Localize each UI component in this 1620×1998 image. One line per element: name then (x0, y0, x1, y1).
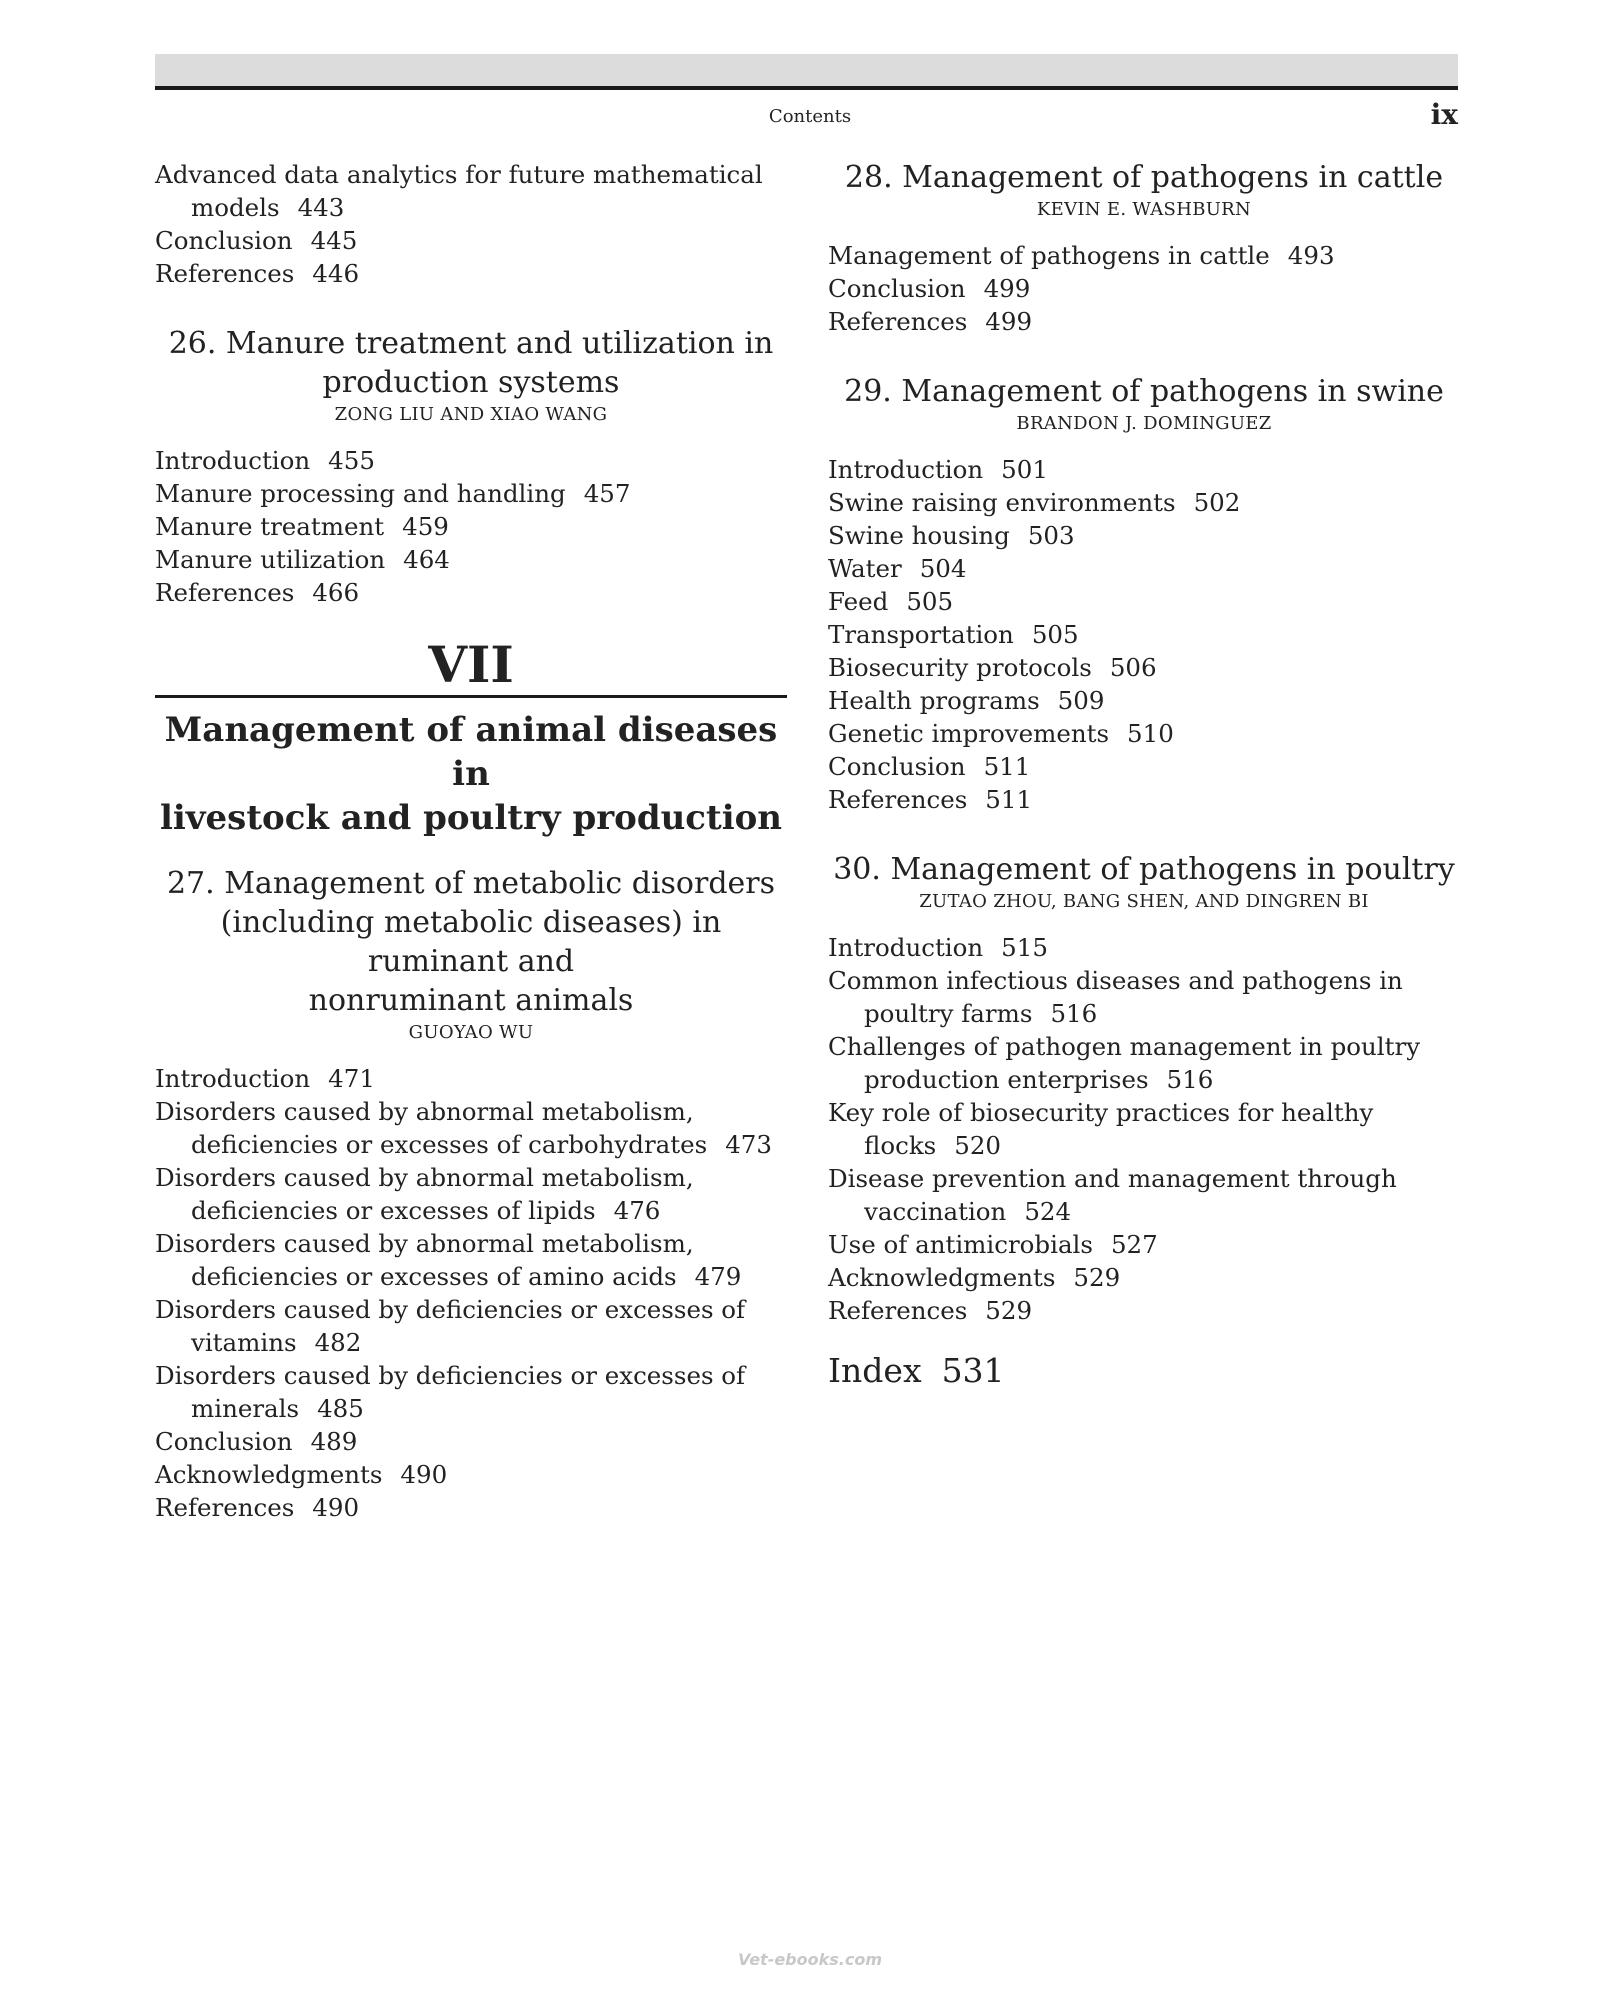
toc-entry[interactable]: Conclusion 489 (155, 1427, 358, 1456)
chapter-title[interactable]: 28. Management of pathogens in cattle (844, 160, 1444, 195)
chapter-authors: ZONG LIU AND XIAO WANG (334, 404, 608, 425)
toc-entry[interactable]: References 529 (828, 1296, 1033, 1325)
page-number: ix (1430, 98, 1458, 131)
toc-entry[interactable]: Disease prevention and management through vaccination 524 (828, 1164, 1397, 1226)
running-head: Contents (768, 106, 852, 127)
header-band (155, 54, 1458, 86)
toc-entry[interactable]: Disorders caused by deficiencies or excesses of vitamins 482 (155, 1295, 746, 1357)
toc-entry[interactable]: Introduction 515 (828, 933, 1048, 962)
toc-entry[interactable]: Manure utilization 464 (155, 545, 450, 574)
chapter-26 (155, 324, 787, 609)
toc-entry[interactable]: Disorders caused by abnormal metabolism, deficiencies or excesses of carbohydrates 473 (155, 1097, 772, 1159)
toc-entry[interactable]: Conclusion 511 (828, 752, 1031, 781)
toc-entry[interactable]: Acknowledgments 529 (828, 1263, 1121, 1292)
toc-entry[interactable]: Conclusion 445 (155, 226, 358, 255)
toc-entry[interactable]: References 499 (828, 307, 1033, 336)
left-column (155, 158, 787, 1524)
header-rule (155, 86, 1458, 90)
toc-entry[interactable]: Introduction 471 (155, 1064, 375, 1093)
toc-entry[interactable]: Common infectious diseases and pathogens in poultry farms 516 (828, 966, 1403, 1028)
toc-entry[interactable]: Key role of biosecurity practices for healthy flocks 520 (828, 1098, 1374, 1160)
part-numeral: VII (428, 635, 514, 694)
chapter-title[interactable]: 30. Management of pathogens in poultry (833, 852, 1455, 887)
toc-entry[interactable]: Health programs 509 (828, 686, 1105, 715)
toc-entry[interactable]: Disorders caused by abnormal metabolism, deficiencies or excesses of amino acids 479 (155, 1229, 742, 1291)
watermark: Vet-ebooks.com (737, 1950, 883, 1969)
continued-entries (155, 158, 787, 290)
chapter-29 (828, 372, 1460, 816)
toc-entry[interactable]: References 466 (155, 578, 360, 607)
toc-entry[interactable]: Manure processing and handling 457 (155, 479, 631, 508)
toc-entry[interactable]: Water 504 (828, 554, 967, 583)
toc-entry[interactable]: Introduction 455 (155, 446, 375, 475)
toc-entry[interactable]: Manure treatment 459 (155, 512, 449, 541)
toc-entry[interactable]: Biosecurity protocols 506 (828, 653, 1157, 682)
part-title[interactable]: Management of animal diseases in livestock and poultry production (159, 710, 783, 838)
toc-entry[interactable]: Genetic improvements 510 (828, 719, 1174, 748)
chapter-27 (155, 864, 787, 1524)
toc-entry[interactable]: Acknowledgments 490 (155, 1460, 448, 1489)
toc-entry[interactable]: Disorders caused by abnormal metabolism, deficiencies or excesses of lipids 476 (155, 1163, 694, 1225)
toc-entry[interactable]: Swine raising environments 502 (828, 488, 1241, 517)
right-column (828, 158, 1460, 1393)
chapter-authors: KEVIN E. WASHBURN (1036, 199, 1252, 220)
chapter-authors: GUOYAO WU (408, 1022, 534, 1043)
toc-entry[interactable]: References 490 (155, 1493, 360, 1522)
toc-entry[interactable]: Feed 505 (828, 587, 954, 616)
toc-entry[interactable]: Conclusion 499 (828, 274, 1031, 303)
chapter-title[interactable]: 29. Management of pathogens in swine (844, 374, 1444, 409)
part-rule (155, 695, 787, 698)
chapter-authors: BRANDON J. DOMINGUEZ (1016, 413, 1272, 434)
index-entry[interactable]: Index 531 (828, 1351, 1005, 1390)
toc-entry[interactable]: Challenges of pathogen management in poultry production enterprises 516 (828, 1032, 1421, 1094)
chapter-28 (828, 158, 1460, 338)
chapter-title[interactable]: 27. Management of metabolic disorders (including metabolic diseases) in ruminant and nonruminant animals (166, 866, 776, 1018)
toc-entry[interactable]: Advanced data analytics for future mathematical models 443 (155, 160, 763, 222)
part-heading (155, 635, 787, 840)
toc-entry[interactable]: References 446 (155, 259, 360, 288)
toc-entry[interactable]: Introduction 501 (828, 455, 1048, 484)
toc-entry[interactable]: Use of antimicrobials 527 (828, 1230, 1158, 1259)
toc-entry[interactable]: References 511 (828, 785, 1033, 814)
toc-entry[interactable]: Disorders caused by deficiencies or excesses of minerals 485 (155, 1361, 746, 1423)
chapter-authors: ZUTAO ZHOU, BANG SHEN, AND DINGREN BI (919, 891, 1369, 912)
chapter-30 (828, 850, 1460, 1327)
toc-entry[interactable]: Swine housing 503 (828, 521, 1075, 550)
toc-entry[interactable]: Management of pathogens in cattle 493 (828, 241, 1335, 270)
chapter-title[interactable]: 26. Manure treatment and utilization in production systems (168, 326, 774, 400)
toc-entry[interactable]: Transportation 505 (828, 620, 1079, 649)
